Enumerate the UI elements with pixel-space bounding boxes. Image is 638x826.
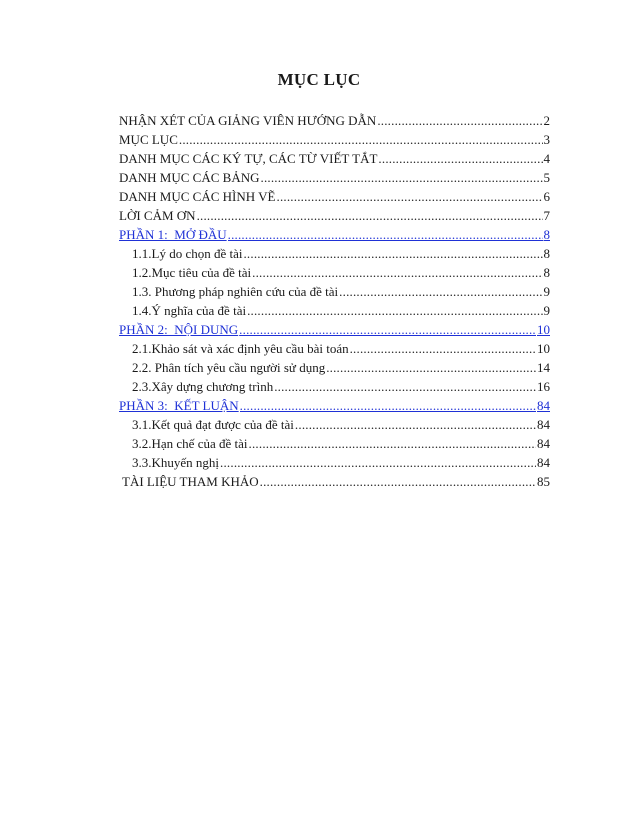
toc-entry-label: Khuyến nghị [151,455,220,470]
toc-subsection-entry [119,358,550,377]
dot-leader [261,168,543,187]
toc-subsection-entry [119,301,550,320]
toc-subsection-entry [119,415,550,434]
toc-entry-label: DANH MỤC CÁC KÝ TỰ, CÁC TỪ VIẾT TẮT [119,151,378,166]
toc-entry-label: LỜI CẢM ƠN [119,208,196,223]
toc-page-number: 9 [543,303,550,318]
toc-page-number: 84 [537,436,550,451]
dot-leader [377,111,542,130]
toc-entry-number: 2.2. [132,360,152,375]
toc-page-number: 4 [543,151,550,166]
table-of-contents [119,111,550,491]
toc-subsection-entry [119,339,550,358]
dot-leader [277,187,543,206]
toc-entry-label: MỤC LỤC [119,132,178,147]
toc-page-number: 8 [543,246,550,261]
toc-entry-label: TÀI LIỆU THAM KHẢO [119,474,259,489]
toc-entry [119,149,550,168]
toc-entry-label: Hạn chế của đề tài [151,436,248,451]
toc-entry-number: 3.3. [132,455,152,470]
toc-page-number: 84 [537,417,550,432]
toc-entry-label: PHẦN 2: NỘI DUNG [119,322,239,337]
toc-page-number: 8 [543,265,550,280]
toc-entry-label: Ý nghĩa của đề tài [151,303,247,318]
toc-entry-number: 3.2. [132,436,152,451]
toc-page-number: 3 [543,132,550,147]
dot-leader [220,453,536,472]
dot-leader [240,396,536,415]
dot-leader [197,206,543,225]
toc-page-number: 84 [537,455,550,470]
dot-leader [239,320,536,339]
dot-leader [378,149,542,168]
toc-entry-number: 1.2. [132,265,152,280]
dot-leader [228,225,543,244]
toc-subsection-entry [119,263,550,282]
toc-subsection-entry [119,377,550,396]
toc-section-link[interactable] [119,396,550,415]
toc-entry-label: DANH MỤC CÁC BẢNG [119,170,260,185]
toc-subsection-entry [119,434,550,453]
toc-page-number: 5 [543,170,550,185]
dot-leader [274,377,536,396]
toc-page-number: 2 [543,113,550,128]
toc-entry [119,472,550,491]
toc-entry-label: Xây dựng chương trình [151,379,274,394]
dot-leader [350,339,536,358]
toc-subsection-entry [119,244,550,263]
toc-page-number: 7 [543,208,550,223]
toc-entry-number: 3.1. [132,417,152,432]
toc-section-link[interactable] [119,225,550,244]
toc-page-number: 85 [537,474,550,489]
toc-entry [119,206,550,225]
dot-leader [179,130,543,149]
toc-entry-number: 1.4. [132,303,152,318]
toc-entry [119,111,550,130]
toc-page-number: 14 [537,360,550,375]
toc-page-number: 6 [543,189,550,204]
toc-subsection-entry [119,453,550,472]
dot-leader [260,472,536,491]
toc-entry-number: 2.1. [132,341,152,356]
toc-entry-label: Phân tích yêu cầu người sử dụng [151,360,326,375]
toc-page-number: 9 [543,284,550,299]
toc-entry-label: Mục tiêu của đề tài [151,265,252,280]
toc-entry [119,168,550,187]
dot-leader [249,434,536,453]
toc-entry [119,187,550,206]
toc-section-link[interactable] [119,320,550,339]
toc-page-number: 10 [537,341,550,356]
toc-entry-number: 1.3. [132,284,152,299]
dot-leader [243,244,542,263]
dot-leader [326,358,536,377]
toc-page-number: 16 [537,379,550,394]
toc-entry-label: NHẬN XÉT CỦA GIẢNG VIÊN HƯỚNG DẪN [119,113,377,128]
dot-leader [252,263,542,282]
toc-entry-label: Khảo sát và xác định yêu cầu bài toán [151,341,349,356]
dot-leader [339,282,542,301]
toc-entry-label: PHẦN 1: MỞ ĐẦU [119,227,227,242]
toc-entry-number: 2.3. [132,379,152,394]
toc-subsection-entry [119,282,550,301]
toc-entry-label: Lý do chọn đề tài [151,246,243,261]
dot-leader [295,415,536,434]
toc-page-number: 8 [543,227,550,242]
toc-entry-number: 1.1. [132,246,152,261]
page-title: MỤC LỤC [277,70,361,89]
toc-entry-label: PHẦN 3: KẾT LUẬN [119,398,239,413]
toc-entry-label: Kết quả đạt được của đề tài [151,417,294,432]
toc-entry-label: Phương pháp nghiên cứu của đề tài [151,284,339,299]
toc-entry [119,130,550,149]
toc-entry-label: DANH MỤC CÁC HÌNH VẼ [119,189,276,204]
toc-page-number: 84 [537,398,550,413]
dot-leader [247,301,542,320]
toc-page-number: 10 [537,322,550,337]
